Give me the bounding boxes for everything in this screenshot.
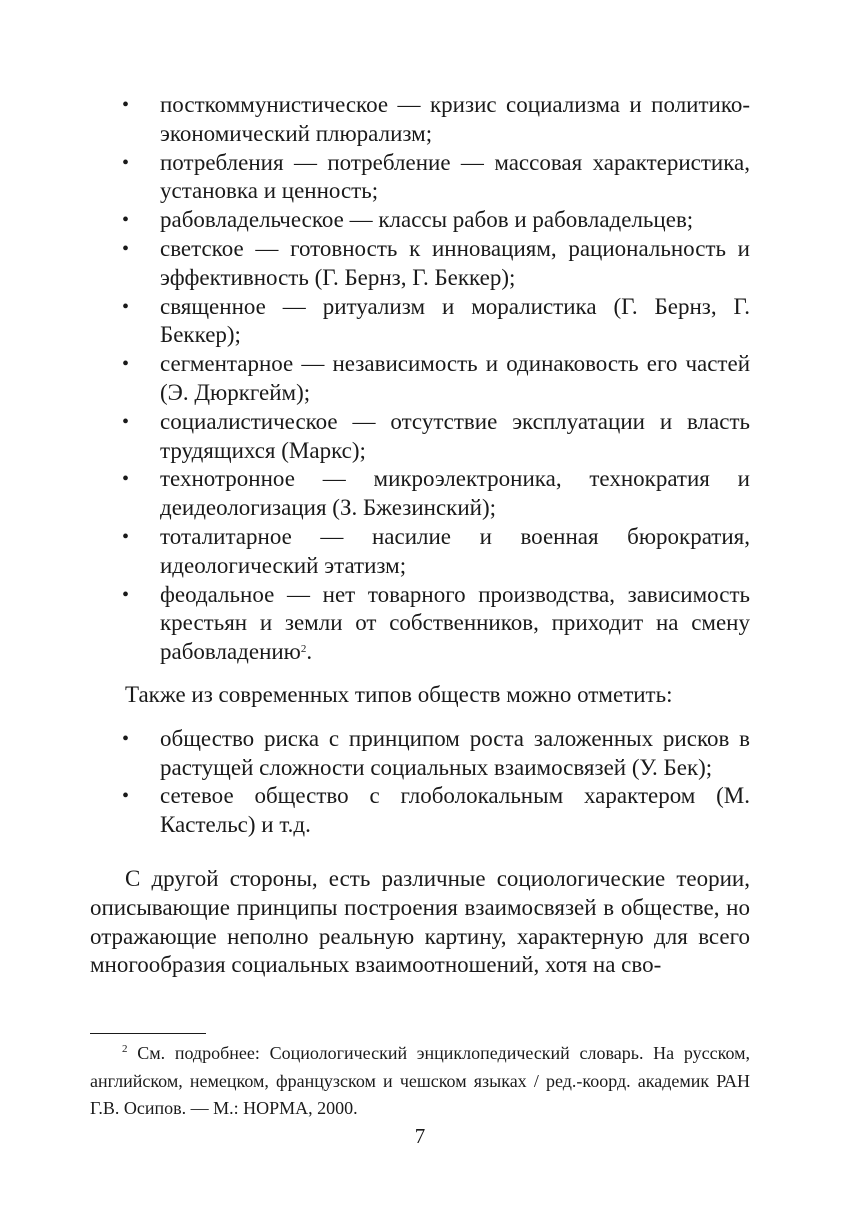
bullet-icon: •	[122, 410, 130, 433]
list-item	[90, 235, 750, 293]
bullet-icon: •	[122, 583, 130, 606]
list-item-text: социалистическое — отсутствие эксплуатации и власть трудящихся (Маркс);	[160, 408, 750, 463]
page-number: 7	[414, 1124, 426, 1148]
list-item-text: феодальное — нет товарного производства, зависимость крестьян и земли от собственников, приходит на смену рабовладению	[160, 581, 750, 665]
list-item-text: сетевое общество с глоболокальным характером (М. Кастельс) и т.д.	[160, 783, 750, 838]
footnote-reference[interactable]: 2	[300, 643, 307, 656]
main-text-block	[90, 91, 750, 980]
list-item-text: посткоммунистическое — кризис социализма и политико-экономический плюрализм;	[160, 92, 750, 146]
bullet-icon: •	[122, 237, 130, 260]
list-item	[90, 465, 750, 523]
list-item-text: рабовладельческое — классы рабов и рабовладельцев;	[160, 207, 694, 233]
list-item	[90, 523, 750, 581]
list-item-text: священное — ритуализм и моралистика (Г. Бернз, Г. Беккер);	[160, 293, 750, 348]
list-item	[90, 725, 750, 783]
footnote-divider	[90, 1033, 206, 1034]
list-item	[90, 149, 750, 207]
list-item	[90, 206, 750, 235]
list-item-text: потребления — потребление — массовая характеристика, установка и ценность;	[160, 149, 750, 204]
footnote-number: 2	[122, 1043, 128, 1055]
bullet-icon: •	[122, 727, 130, 750]
society-types-list	[90, 91, 750, 667]
bullet-icon: •	[122, 151, 130, 174]
bullet-icon: •	[122, 353, 130, 376]
list-item-text: светское — готовность к инновациям, рациональность и эффективность (Г. Бернз, Г. Беккер);	[160, 235, 750, 290]
footnote	[90, 1040, 750, 1123]
list-item-text: технотронное — микроэлектроника, технократия и деидеологизация (З. Бжезинский);	[160, 466, 750, 521]
bullet-icon: •	[122, 785, 130, 808]
list-item	[90, 581, 750, 667]
list-item-text: сегментарное — независимость и одинаковость его частей (Э. Дюркгейм);	[160, 351, 750, 405]
body-paragraph: С другой стороны, есть различные социологические теории, описывающие принципы построения взаимосвязей в обществе, но отражающие неполно реальную картину, характерную для всего многообразия социальных взаимоотношений, хотя на сво-	[90, 865, 750, 978]
list-item	[90, 408, 750, 466]
bullet-icon: •	[122, 295, 130, 318]
modern-society-types-list	[90, 725, 750, 840]
list-item-text: тоталитарное — насилие и военная бюрократия, идеологический этатизм;	[160, 523, 750, 578]
bullet-icon: •	[122, 525, 130, 548]
bullet-icon: •	[122, 94, 130, 116]
list-item	[90, 782, 750, 840]
footnote-text: См. подробнее: Социологический энциклопедический словарь. На русском, английском, немецком, французском и чешском языках / ред.-коорд. академик РАН Г.В. Осипов. — М.: НОРМА, 2000.	[90, 1043, 750, 1118]
list-item	[90, 91, 750, 149]
list-item	[90, 293, 750, 351]
intro-paragraph: Также из современных типов обществ можно отметить:	[125, 681, 673, 707]
bullet-icon: •	[122, 468, 130, 491]
list-item	[90, 350, 750, 408]
list-item-text: общество риска с принципом роста заложенных рисков в растущей сложности социальных взаимосвязей (У. Бек);	[160, 725, 750, 780]
bullet-icon: •	[122, 209, 130, 232]
list-item-tail: .	[306, 639, 313, 665]
